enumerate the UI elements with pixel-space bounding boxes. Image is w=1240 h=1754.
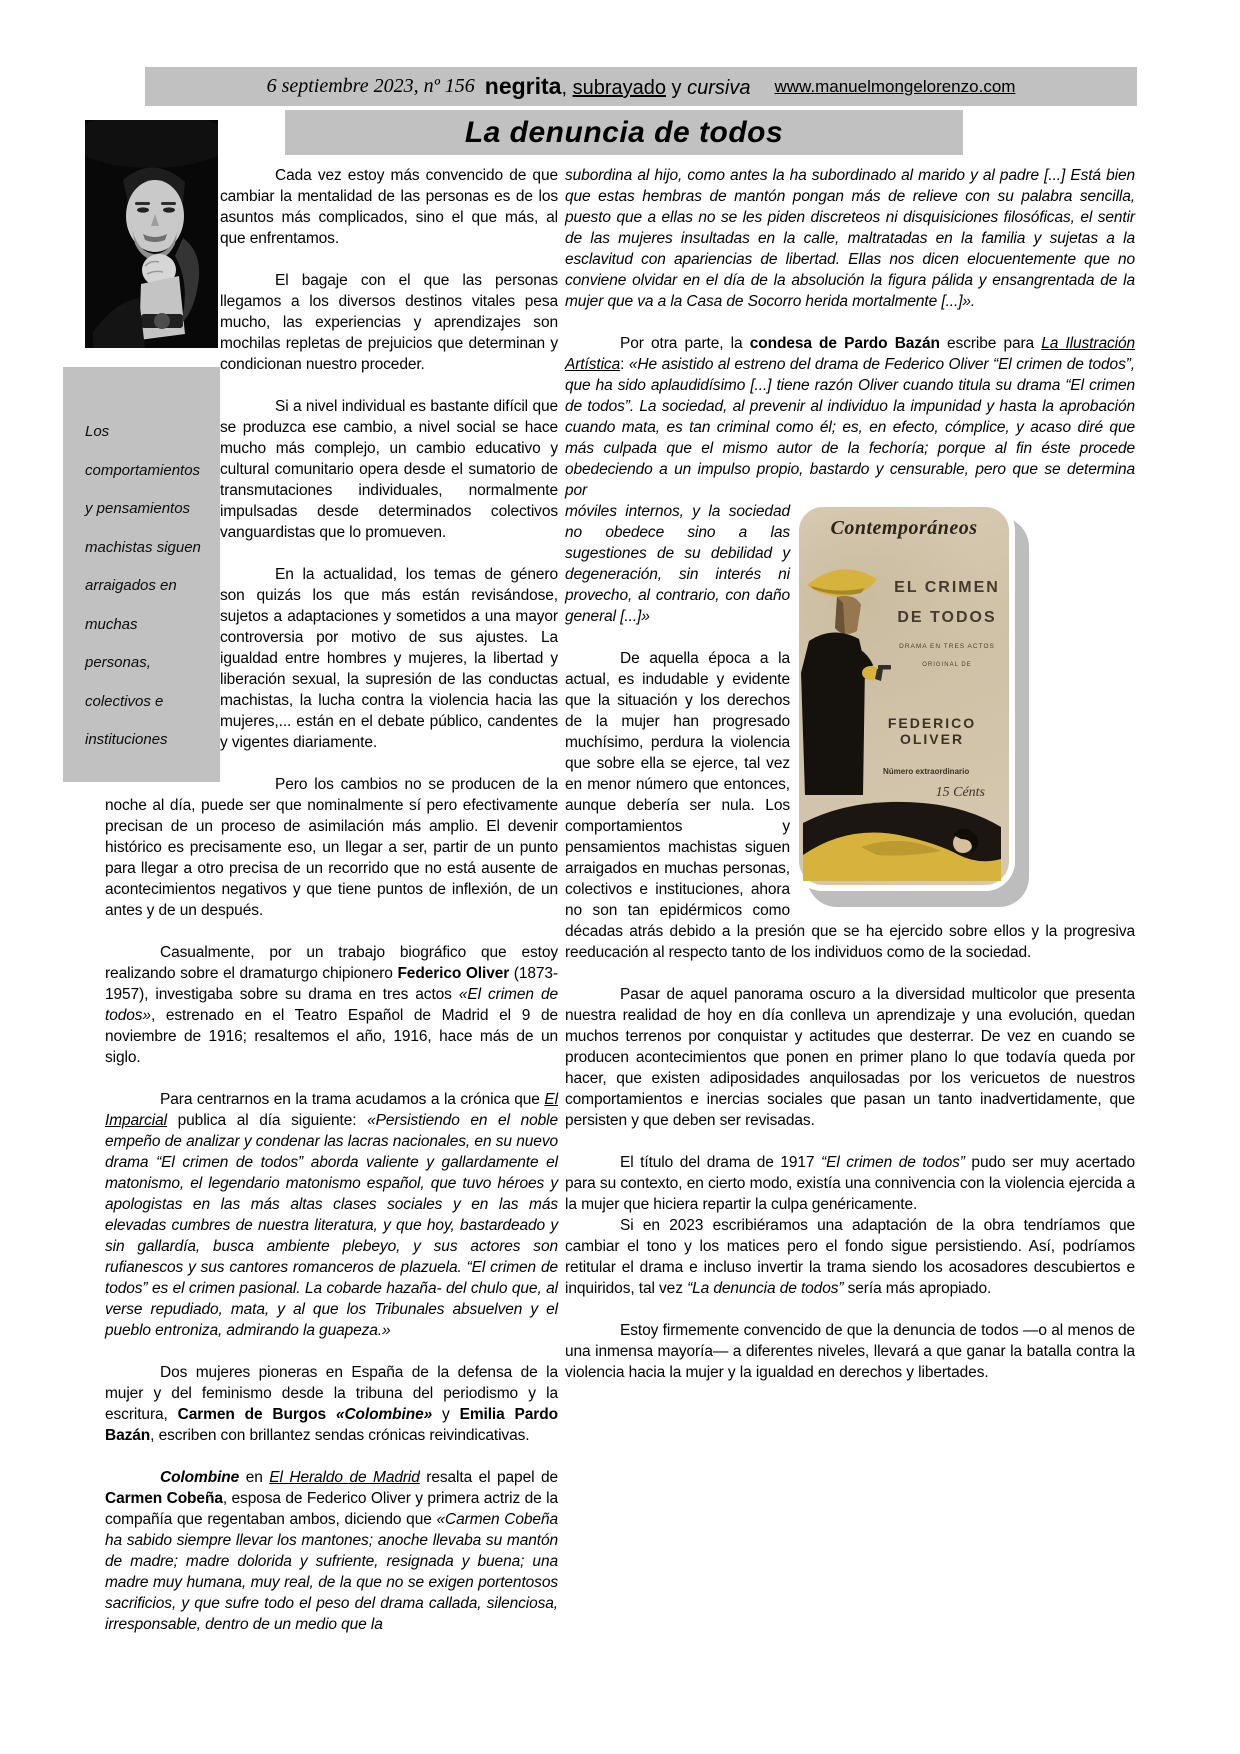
style-words: negrita, subrayado y cursiva xyxy=(484,73,751,99)
author-portrait-image xyxy=(85,120,218,348)
paragraph: Si a nivel individual es bastante difícil que se produzca ese cambio, a nivel social se hace mucho más complejo, un cambio educativo y cultural comunitario opera desde el sumatorio de transmutaciones individuales, normalmente impulsadas desde determinados colectivos vanguardistas que lo promueven. xyxy=(220,398,558,541)
paragraph: En la actualidad, los temas de género son quizás los que más están revisándose, sujetos a adaptaciones y sometidos a una mayor controversia por motivo de sus ajustes. La igualdad entre hombres y mujeres, la libertad y liberación sexual, la supresión de las conductas machistas, la lucha contra la violencia hacia las mujeres,... están en el debate público, candentes y vigentes diariamente. xyxy=(220,566,558,751)
paragraph: Para centrarnos en la trama acudamos a la crónica que El Imparcial publica al día siguiente: «Persistiendo en el noble empeño de analizar y condenar las lacras nacionales, en su nuevo drama “El crimen de todos” aborda valiente y gallardamente el matonismo, el legendario matonismo español, que tuvo héroes y apologistas en las más altas clases sociales y en las más elevadas cumbres de nuestra literatura, y que hoy, bastardeado y sin gallardía, busca ambiente plebeyo, y sus actores son rufianescos y sus cantores romanceros de plazuela. “El crimen de todos” es el crimen pasional. La cobarde hazaña- del chulo que, al verse repudiado, mata, y al que los Tribunales absuelven y el pueblo entroniza, admirando la guapeza.» xyxy=(105,1091,558,1339)
cover-title-line2: DE TODOS xyxy=(897,609,997,626)
magazine-cover xyxy=(790,501,1135,901)
author-photo xyxy=(85,120,218,348)
cover-subtitle: DRAMA EN TRES ACTOS xyxy=(899,643,995,650)
cover-price: 15 Cénts xyxy=(935,785,985,800)
paragraph: Dos mujeres pioneras en España de la defensa de la mujer y del feminismo desde la tribuna del periodismo y la escritura, Carmen de Burgos «Colombine» y Emilia Pardo Bazán, escriben con brillantez sendas crónicas reivindicativas. xyxy=(105,1364,558,1444)
sidebar-quote-text: Los comportamientos y pensamientos machistas siguen arraigados en muchas personas, colectivos e instituciones xyxy=(85,423,201,748)
cover-masthead: Contemporáneos xyxy=(830,517,978,539)
cover-author: FEDERICO OLIVER xyxy=(887,715,977,747)
paragraph: Colombine en El Heraldo de Madrid resalta el papel de Carmen Cobeña, esposa de Federico Oliver y primera actriz de la compañía que regentaban ambos, diciendo que «Carmen Cobeña ha sabido siempre llevar los mantones; anoche llevaba su mantón de madre; madre dolorida y sufriente, resignada y buena; una madre muy humana, muy real, de la que no se exigen portentosos sacrificios, y que sufre todo el peso del drama callada, silenciosa, irresponsable, dentro de un medio que la xyxy=(105,1469,558,1633)
cover-title-block xyxy=(887,579,1007,668)
victim-illustration xyxy=(803,793,1001,881)
paragraph: Estoy firmemente convencido de que la denuncia de todos —o al menos de una inmensa mayoría— a diferentes niveles, llevará a que ganar la batalla contra la violencia hacia la mujer y la igualdad en derechos y libertades. xyxy=(565,1322,1135,1381)
paragraph: El bagaje con el que las personas llegamos a los diversos destinos vitales pesa mucho, las experiencias y aprendizajes son mochilas repletas de prejuicios que determinan y condicionan nuestro proceder. xyxy=(220,272,558,373)
paragraph: El título del drama de 1917 “El crimen de todos” pudo ser muy acertado para su contexto, en cierto modo, existía una connivencia con la violencia ejercida a la mujer que hiciera repartir la culpa genéricamente. xyxy=(565,1154,1135,1213)
magazine-cover-card xyxy=(793,501,1015,891)
gunman-illustration xyxy=(801,545,891,795)
paragraph: Por otra parte, la condesa de Pardo Bazán escribe para La Ilustración Artística: «He asistido al estreno del drama de Federico Oliver “El crimen de todos”, que ha sido aplaudidísimo [...] tiene razón Oliver cuando titula su drama “El crimen de todos”. La sociedad, al prevenir al individuo la impunidad y hasta la aprobación cuando mata, es tan criminal como él; es, en efecto, cómplice, y acaso diré que más culpada que el mismo autor de la fechoría; porque al fin éste procede obedeciendo a un impulso propio, bastardo y censurable, pero que se determina por xyxy=(565,335,1135,499)
paragraph: móviles internos, y la sociedad no obedece sino a las sugestiones de su debilidad y degeneración, sin interés ni provecho, al contrario, con daño general [...]» xyxy=(565,503,790,625)
website-link[interactable]: www.manuelmongelorenzo.com xyxy=(774,76,1016,96)
paragraph: subordina al hijo, como antes la ha subordinado al marido y al padre [...] Está bien que estas hembras de mantón pongan más de relieve con su palabra sencilla, puesto que a ellas no se les piden discreteos ni disquisiciones filosóficas, el sentir de las mujeres insultadas en la calle, maltratadas en la familia y sujetas a la esclavitud con apariencias de libertad. Ellas nos dicen elocuentemente que no conviene olvidar en el día de la absolución la figura pálida y ensangrentada de la mujer que va a la Casa de Socorro herida mortalmente [...]». xyxy=(565,167,1135,310)
paragraph: Casualmente, por un trabajo biográfico que estoy realizando sobre el dramaturgo chipionero Federico Oliver (1873-1957), investigaba sobre su drama en tres actos «El crimen de todos», estrenado en el Teatro Español de Madrid el 9 de noviembre de 1916; resaltemos el año, 1916, hace más de un siglo. xyxy=(105,944,558,1066)
cover-title-line1: EL CRIMEN xyxy=(894,579,1000,596)
paragraph: Si en 2023 escribiéramos una adaptación de la obra tendríamos que cambiar el tono y los matices pero el fondo sigue persistiendo. Así, podríamos retitular el drama e incluso invertir la trama siendo los acosadores descubiertos e inquiridos, tal vez “La denuncia de todos” sería más apropiado. xyxy=(565,1217,1135,1297)
cover-issue-note: Número extraordinario xyxy=(883,767,970,776)
paragraph: Pasar de aquel panorama oscuro a la diversidad multicolor que presenta nuestra realidad de hoy en día conlleva un aprendizaje y una evolución, quedan muchos terrenos por conquistar y actitudes que desterrar. De vez en cuando se producen acontecimientos que ponen en primer plano lo que todavía queda por hacer, que existen adiposidades anquilosadas por los vericuetos de nuestros comportamientos e inercias sociales que pasan un tanto inadvertidamente, que persisten y que deben ser revisadas. xyxy=(565,986,1135,1129)
paragraph: Pero los cambios no se producen de la noche al día, puede ser que nominalmente sí pero efectivamente precisan de un proceso de asimilación más amplio. El devenir histórico es precisamente eso, un llegar a ser, partir de un punto para llegar a otro precisa de un recorrido que no está ausente de acontecimientos negativos y que tiene puntos de inflexión, de un antes y de un después. xyxy=(105,776,558,919)
right-column xyxy=(565,120,1135,1404)
paragraph: De aquella época a la actual, es indudable y evidente que la situación y los derechos de la mujer han progresado muchísimo, perdura la violencia que sobre ella se ejerce, tal vez en menor número que entonces, aunque debería ser nula. Los comportamientos y pensamientos machistas siguen arraigados en muchas personas, colectivos e instituciones, ahora no son tan epidérmicos como décadas atrás debido a la presión que se ha ejercido sobre ellos y la progresiva reeducación al respecto tanto de los individuos como de la sociedad. xyxy=(565,650,1135,961)
issue-date: 6 septiembre 2023, nº 156 xyxy=(266,75,475,97)
cover-original-de: ORIGINAL DE xyxy=(922,662,972,668)
left-rail xyxy=(63,120,220,782)
header-bar xyxy=(145,67,1137,106)
page-title: La denuncia de todos xyxy=(464,115,784,149)
paragraph: Cada vez estoy más convencido de que cambiar la mentalidad de las personas es de los asuntos más complicados, sino el que más, al que enfrentamos. xyxy=(220,167,558,247)
sidebar-quote xyxy=(63,367,220,782)
left-column xyxy=(63,120,558,1656)
cover-wrap-zone xyxy=(565,501,1135,963)
